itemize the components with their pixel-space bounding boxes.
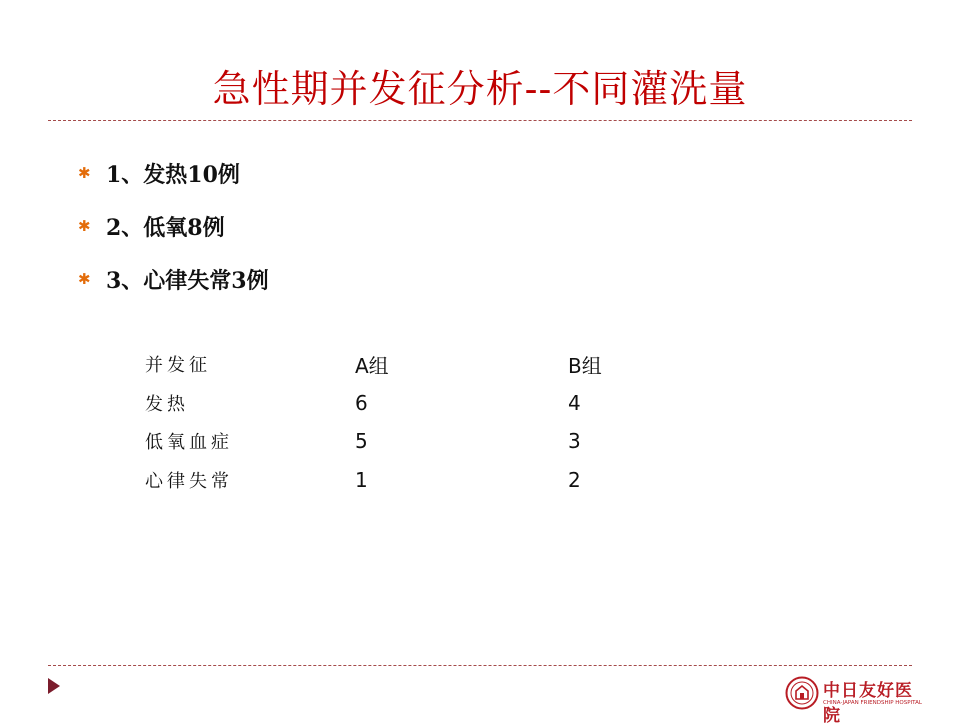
asterisk-bullet-icon: ✱ bbox=[78, 217, 91, 235]
hospital-seal-icon bbox=[785, 676, 819, 710]
table-row bbox=[145, 461, 688, 500]
logo-english-name: CHINA-JAPAN FRIENDSHIP HOSPITAL bbox=[823, 700, 922, 706]
table-cell: 2 bbox=[568, 467, 581, 492]
table-header-cell: B组 bbox=[568, 353, 602, 378]
triangle-right-icon[interactable] bbox=[48, 678, 60, 694]
table-cell: 6 bbox=[355, 390, 368, 415]
table-cell: 1 bbox=[355, 467, 368, 492]
hospital-logo bbox=[785, 674, 930, 726]
table-header-row bbox=[145, 345, 688, 384]
asterisk-bullet-icon: ✱ bbox=[78, 270, 91, 288]
complication-table bbox=[145, 345, 688, 499]
table-header-cell: 并发征 bbox=[145, 355, 211, 377]
asterisk-bullet-icon: ✱ bbox=[78, 164, 91, 182]
bullet-list bbox=[78, 147, 269, 306]
bullet-text: 1、发热10例 bbox=[106, 162, 240, 188]
table-cell: 发热 bbox=[145, 393, 189, 415]
table-cell: 心律失常 bbox=[145, 470, 233, 492]
table-cell: 低氧血症 bbox=[145, 432, 233, 454]
bullet-text: 3、心律失常3例 bbox=[106, 268, 269, 294]
slide-title: 急性期并发征分析--不同灌洗量 bbox=[212, 67, 748, 111]
logo-name: 中日友好医院 bbox=[823, 681, 913, 726]
bullet-text: 2、低氧8例 bbox=[106, 215, 225, 241]
table-row bbox=[145, 422, 688, 461]
bullet-item bbox=[78, 147, 269, 200]
bottom-divider bbox=[48, 665, 912, 666]
table-header-cell: A组 bbox=[355, 353, 389, 378]
table-row bbox=[145, 384, 688, 423]
bullet-item bbox=[78, 253, 269, 306]
table-cell: 3 bbox=[568, 429, 581, 454]
table-cell: 5 bbox=[355, 429, 368, 454]
top-divider bbox=[48, 120, 912, 121]
table-cell: 4 bbox=[568, 390, 581, 415]
bullet-item bbox=[78, 200, 269, 253]
